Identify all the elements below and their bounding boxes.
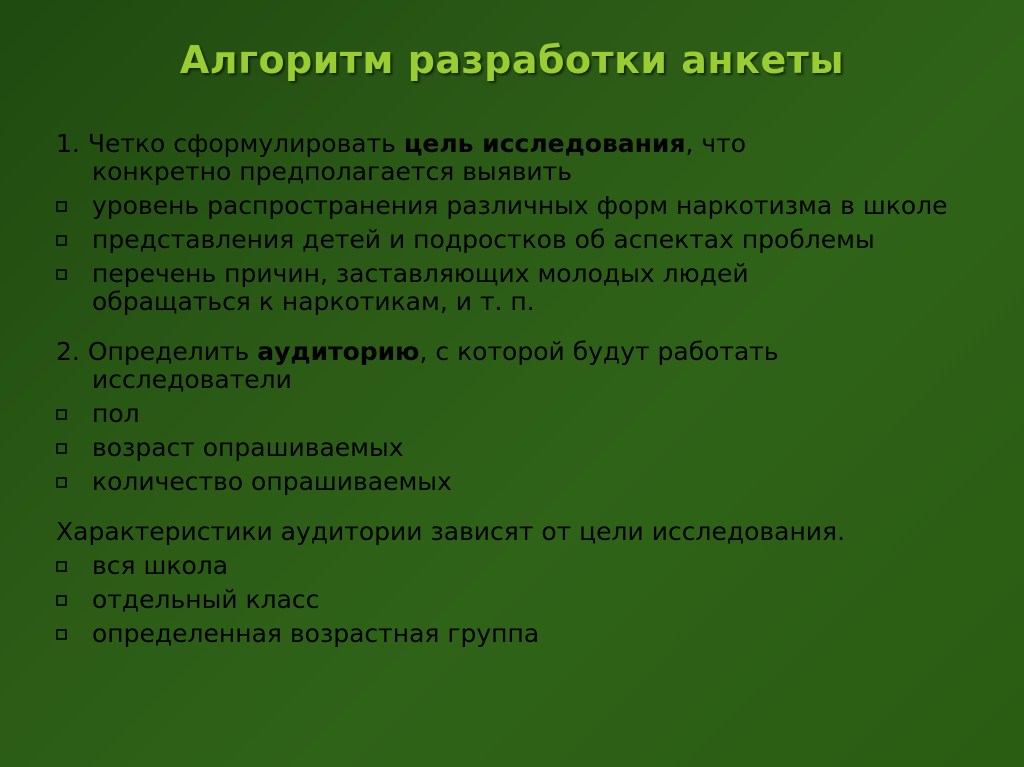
section-2-pre: Определить [87, 337, 258, 366]
hollow-square-icon [56, 561, 67, 572]
list-item: пол [56, 400, 996, 428]
slide-title: Алгоритм разработки анкеты [179, 38, 845, 82]
section-1-heading [56, 130, 872, 186]
list-item: определенная возрастная группа [56, 620, 996, 648]
hollow-square-icon [56, 269, 67, 280]
section-3-heading: Характеристики аудитории зависят от цели исследования. [56, 517, 846, 546]
section-2-heading [56, 338, 922, 394]
section-2-number: 2. [56, 337, 80, 366]
hollow-square-icon [56, 629, 67, 640]
section-2-post: , с которой будут работать исследователи [92, 337, 779, 394]
section-1-number: 1. [56, 129, 80, 158]
list-item: уровень распространения различных форм наркотизма в школе [56, 192, 962, 220]
list-item: количество опрашиваемых [56, 468, 996, 496]
hollow-square-icon [56, 235, 67, 246]
hollow-square-icon [56, 595, 67, 606]
section-1-pre: Четко сформулировать [87, 129, 404, 158]
list-item: представления детей и подростков об аспектах проблемы [56, 226, 996, 254]
list-item: возраст опрашиваемых [56, 434, 996, 462]
list-item: отдельный класс [56, 586, 996, 614]
hollow-square-icon [56, 201, 67, 212]
hollow-square-icon [56, 477, 67, 488]
list-item: перечень причин, заставляющих молодых людей обращаться к наркотикам, и т. п. [56, 260, 872, 316]
hollow-square-icon [56, 443, 67, 454]
section-1-bold: цель исследования [403, 129, 686, 158]
section-2-bold: аудиторию [257, 337, 420, 366]
hollow-square-icon [56, 409, 67, 420]
list-item: вся школа [56, 552, 996, 580]
slide-body [56, 130, 996, 648]
section-1-post: , что конкретно предполагается выявить [92, 129, 747, 186]
